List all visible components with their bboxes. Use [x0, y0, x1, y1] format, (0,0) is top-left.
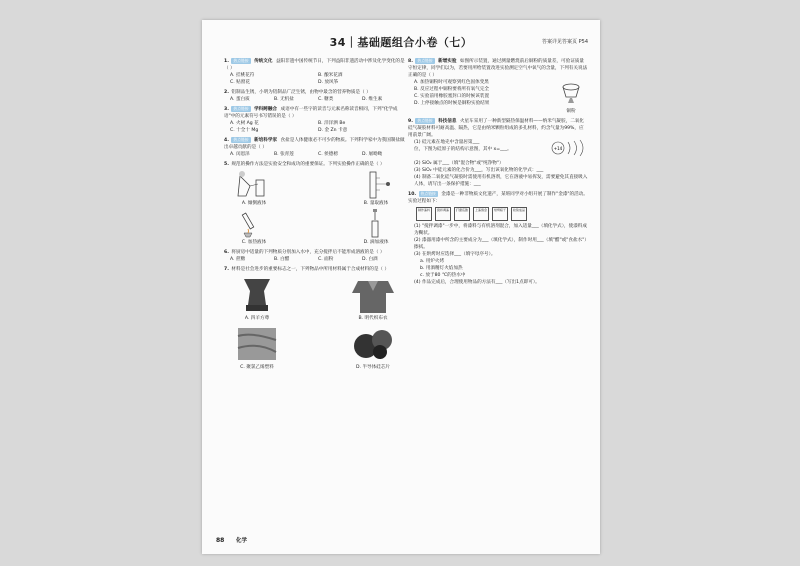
figure-silicon-atom: [548, 139, 588, 160]
figure-drop-liquid: D. 滴加液体: [354, 209, 398, 246]
question-9: 9. 热点链接 科技信息 火星车采用了一种新型隔热保温材料——纳米气凝胶，二氧化硅气凝胶材料可耐高温、隔热，它是由纳米颗粒组成的多孔材料，约含气量为99%，应用前景广阔。 (1) 硅元素在地壳中含量居第___ 位，下图为硅原子的结构示意图，其中 x=___。 +14 (2) SiO₂ 属于___（填"混合物"或"纯净物"） (3) SiO₂ 中硅元素的化合价为___，写出该氧化物的化学式：___ (4) 制备二氧化硅气凝胶时需使用有机溶剂，它在溶液中易挥发，需要避免其直接吸入人体，请写出一条保护措施：___: [408, 118, 588, 187]
figure-measure-liquid: B. 量取液体: [354, 170, 398, 207]
question-5: 5. 规范的操作方法是实验安全和成功的重要保证。下列实验操作正确的是（ ） A. 倾倒液体 B. 量取液体 C. 加热液体 D. 滴加液体: [224, 161, 406, 246]
question-8: 8. 热点链接 新增实验 如图所示装置，通过测量燃烧前后铜粉的质量差，可验证质量守恒定律，同学们以为，若要用所给装置改进实验测定空气中氧气的含量，下列有关说法正确的是（ ） A. 加热铜粉时可观察到红色固体变黑 B. 反应过程中铜粉要将所有氧气完全 C. 实验前用橡胶塞封口的时候该装置 D. 上停接触点的时候是铜粉实验结果 铜粉: [408, 58, 588, 114]
question-1: 1. 热点链接 传统文化 益阳非遗中国传统节日，下列益阳非遗活动中涉及化学变化的是（ ） A. 挂桃花符 B. 酿米花酒 C. 贴窗花 D. 放风筝: [224, 58, 405, 85]
figure-robe: B. 明代织布衣: [348, 275, 398, 322]
answer-reference: 答案详见答案页 P54: [542, 39, 588, 45]
page-number: 88: [216, 537, 225, 544]
question-3: 3. 热点链接 学科跨融合 成语中有一些字的读音与元素名称读音相同，下列"化学成语"中的元素符号书写错误的是（ ） A. 火树 Ag 花 B. 洋洋洒 Be C. 十全十 Mg D. 金 Zn 卡意: [224, 106, 398, 133]
left-column: [224, 58, 406, 374]
question-10: 10. 热点链接 金漆是一种非物质文化遗产，某班同学对小组开展了制作"金漆"的活动。实验过程如下： 制作漆料 搅拌调漆 打磨底胎 上漆施金 烘烤晾干 检验成品 (1) "搅拌调漆"一步中，将漆料与有机溶剂混合，加入适量___（填化学式），使漆料成为糊状。 (2) 漆器用漆中所含的主要成分为___（填化学式），制作时用___（填"醋"或"食盐水"）擦拭。 (3) 在烘烤时应选择___（填字母序号）。 a. 用炉火烤 b. 用酒精灯火焰加热 c. 放于80 ℃的热水中 (4) 作品完成后，合理使用物品的方法有___（写出1点即可）。: [408, 191, 588, 285]
figure-plastic: C. 聚氯乙烯塑料: [232, 324, 282, 371]
page-title: 34｜基础题组合小卷（七）: [329, 36, 473, 49]
figure-bronze-vessel: A. 四羊方尊: [232, 275, 282, 322]
question-7: 7. 材料是社会进步的重要标志之一，下列物品中所用材料属于合成材料的是（ ） A. 四羊方尊 B. 明代织布衣 C. 聚氯乙烯塑料 D. 半导体硅芯片: [224, 266, 406, 371]
figure-pour-liquid: A. 倾倒液体: [232, 170, 276, 207]
process-flow: 制作漆料 搅拌调漆 打磨底胎 上漆施金 烘烤晾干 检验成品: [408, 207, 588, 221]
question-2: 2. 铝制品生锈，小明为铝制品广泛生锈，由物中最含的营养物质是（ ） A. 蛋白质 B. 无机盐 C. 糖类 D. 维生素: [224, 90, 383, 102]
figure-silicon-chip: D. 半导体硅芯片: [348, 324, 398, 371]
hot-tag: 热点链接: [233, 58, 249, 63]
figure-copper-heating: 铜粉: [554, 79, 588, 115]
question-6: 6. 将厨房中适量的下列物质分别加入水中，充分搅拌后不能形成溶液的是（ ） A. 蔗糖 B. 白醋 C. 面粉 D. 白酒: [224, 250, 385, 262]
svg-text:+14: +14: [553, 146, 563, 151]
right-column: [408, 58, 588, 289]
exam-sheet: [202, 20, 600, 554]
subject-label: 化学: [236, 538, 248, 544]
figure-heat-liquid: C. 加热液体: [232, 209, 276, 246]
question-4: 4. 热点链接 新培科学家 食盐是人体健康必不可少的物质。下列科学家中为我国制盐做出卓越贡献的是（ ） A. 闵恩泽 B. 张青莲 C. 侯德榜 D. 屠呦呦: [224, 137, 405, 157]
